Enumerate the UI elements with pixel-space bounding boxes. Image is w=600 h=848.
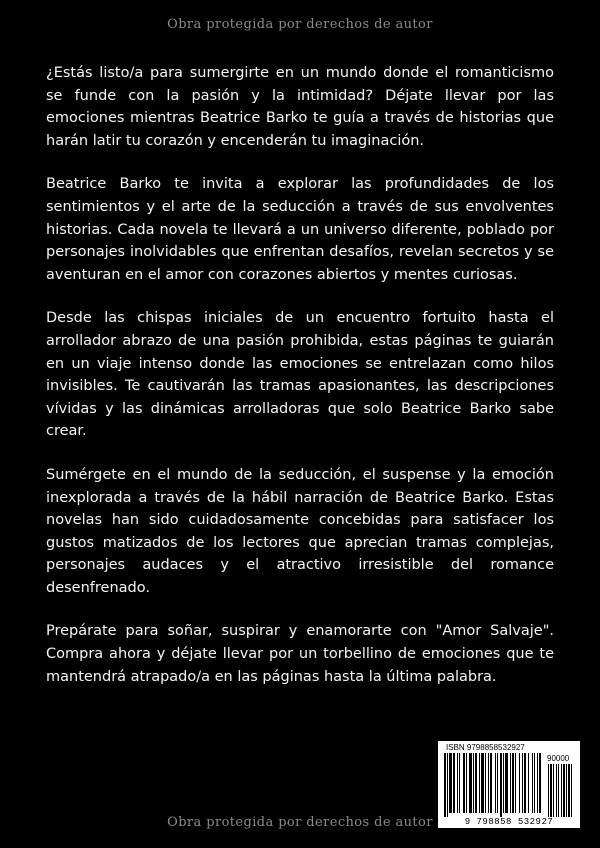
blurb-paragraph-1: ¿Estás listo/a para sumergirte en un mundo donde el romanticismo se funde con la pasión y la intimidad? Déjate llevar por las emociones mientras Beatrice Barko te guía a través de historias que harán latir tu corazón y encenderán tu imaginación. <box>46 65 554 149</box>
price-code: 90000 <box>547 754 570 763</box>
isbn-label: ISBN 9798858532927 <box>446 743 525 752</box>
copyright-watermark-top: Obra protegida por derechos de autor <box>167 17 433 32</box>
blurb-paragraph-5: Prepárate para soñar, suspirar y enamorarte con "Amor Salvaje". Compra ahora y déjate llevar por un torbellino de emociones que te mantendrá atrapado/a en las páginas hasta la última palabra. <box>46 623 554 685</box>
blurb-paragraph-4: Sumérgete en el mundo de la seducción, el suspense y la emoción inexplorada a través de la hábil narración de Beatrice Barko. Estas novelas han sido cuidadosamente concebidas para satisfacer los gustos matizados de los lectores que aprecian tramas complejas, personajes audaces y el atractivo irresistible del romance desenfrenado. <box>46 466 554 596</box>
blurb-paragraph-3: Desde las chispas iniciales de un encuentro fortuito hasta el arrollador abrazo de una pasión prohibida, estas páginas te guiarán en un viaje intenso donde las emociones se entrelazan como hilos invisibles. Te cautivarán las tramas apasionantes, las descripciones vívidas y las dinámicas arrolladoras que solo Beatrice Barko sabe crear. <box>46 310 554 440</box>
barcode-bars-graphic <box>444 753 574 817</box>
blurb-paragraph-2: Beatrice Barko te invita a explorar las profundidades de los sentimientos y el arte de la seducción a través de sus envolventes historias. Cada novela te llevará a un universo diferente, poblado por personajes inolvidables que enfrentan desafíos, revelan secretos y se aventuran en el amor con corazones abiertos y mentes curiosas. <box>46 176 554 283</box>
back-cover-blurb <box>46 62 554 709</box>
barcode-digits: 9 798858 532927 <box>464 817 554 827</box>
copyright-watermark-bottom: Obra protegida por derechos de autor <box>167 815 433 830</box>
